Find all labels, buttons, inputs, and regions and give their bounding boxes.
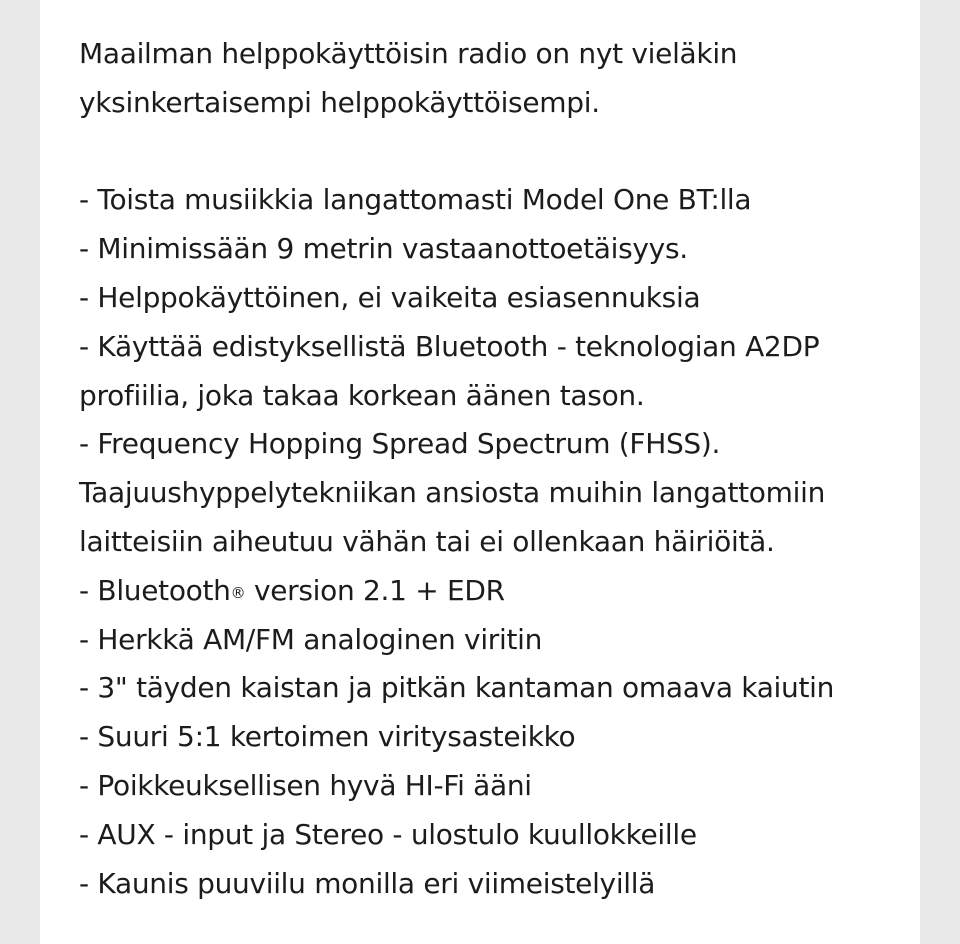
feature-bluetooth-label: - Bluetooth xyxy=(79,573,231,607)
feature-item: - Poikkeuksellisen hyvä HI-Fi ääni xyxy=(79,768,532,802)
feature-item: - Herkkä AM/FM analoginen viritin xyxy=(79,622,543,656)
paragraph-spacer xyxy=(79,128,882,177)
feature-item: - Minimissään 9 metrin vastaanottoetäisyys. xyxy=(79,232,688,266)
feature-item: - 3" täyden kaistan ja pitkän kantaman omaava kaiutin xyxy=(79,671,835,705)
feature-item: - Käyttää edistyksellistä Bluetooth - teknologian A2DP profiilia, joka takaa korkean äänen tason. xyxy=(79,329,820,412)
registered-mark: ® xyxy=(230,583,246,602)
feature-item: - Frequency Hopping Spread Spectrum (FHSS). Taajuushyppelytekniikan ansiosta muihin langattomiin laitteisiin aiheutuu vähän tai ei ollenkaan häiriöitä. xyxy=(79,427,826,558)
feature-item: - Kaunis puuviilu monilla eri viimeistelyillä xyxy=(79,866,656,900)
feature-item: - AUX - input ja Stereo - ulostulo kuullokkeille xyxy=(79,817,697,851)
description-intro: Maailman helppokäyttöisin radio on nyt vieläkin yksinkertaisempi helppokäyttöisempi. xyxy=(79,37,738,119)
feature-item: - Helppokäyttöinen, ei vaikeita esiasennuksia xyxy=(79,280,701,314)
feature-list xyxy=(79,176,882,908)
feature-bluetooth-version: version 2.1 + EDR xyxy=(245,573,505,607)
feature-item: - Suuri 5:1 kertoimen viritysasteikko xyxy=(79,720,576,754)
product-description xyxy=(79,30,882,908)
feature-item-bluetooth xyxy=(79,567,882,616)
feature-item: - Toista musiikkia langattomasti Model One BT:lla xyxy=(79,183,752,217)
product-description-card xyxy=(40,0,920,944)
